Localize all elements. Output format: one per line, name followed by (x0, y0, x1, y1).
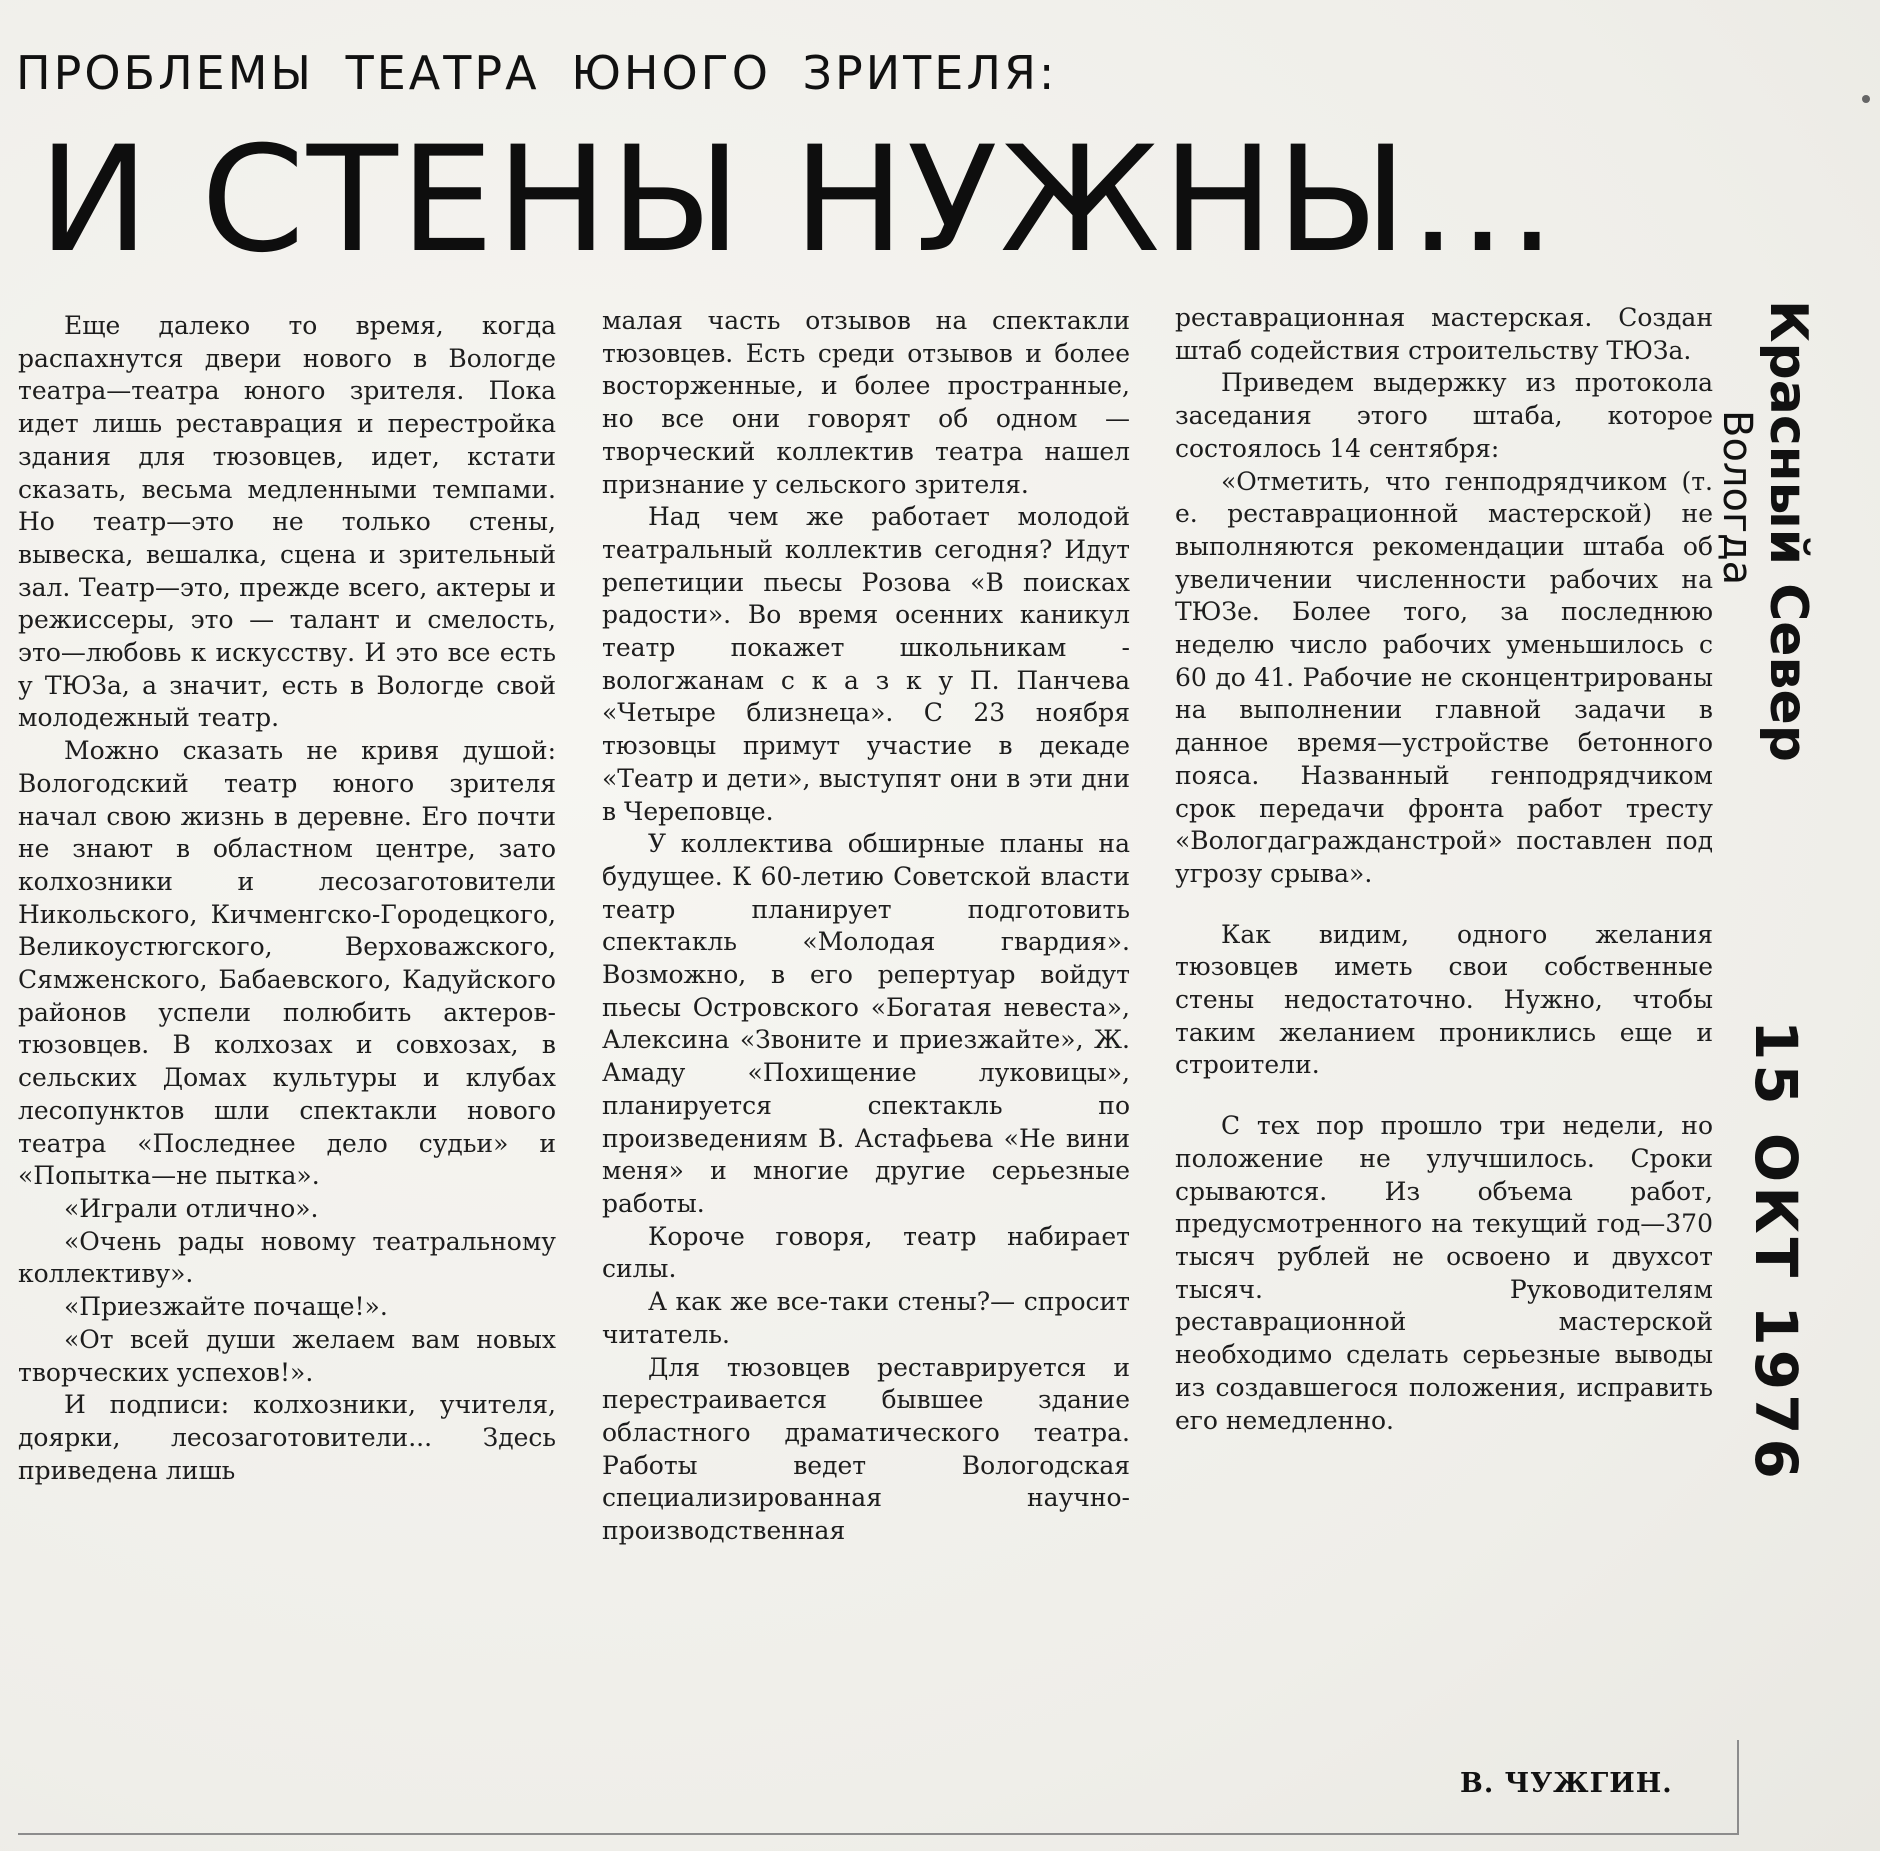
paragraph: И подписи: колхозники, учителя, доярки, лесозаготовители... Здесь приведена лишь (18, 1390, 556, 1485)
article-column-3 (1175, 302, 1713, 1437)
stamp-newspaper-name: Красный Север (1758, 300, 1818, 762)
article-column-2 (602, 305, 1130, 1548)
paragraph: Как видим, одного желания тюзовцев иметь свои собственные стены недостаточно. Нужно, чтобы таким желанием прониклись еще и строители. (1175, 919, 1713, 1080)
paragraph: Можно сказать не кривя душой: Вологодский театр юного зрителя начал свою жизнь в деревне. Его почти не знают в областном центре, зато колхозники и лесозаготовители Никольского, Кичменгско-Городецкого, Великоустюгского, Верховажского, Сямженского, Бабаевского, Кадуйского районов успели полюбить актеров-тюзовцев. В колхозах и совхозах, в сельских Домах культуры и клубах лесопунктов шли спектакли нового театра «Последнее дело судьи» и «Попытка—не пытка». (18, 736, 556, 1191)
paragraph: «Очень рады новому театральному коллективу». (18, 1226, 556, 1289)
paragraph: «Приезжайте почаще!». (64, 1292, 388, 1322)
stamp-city: Вологда (1714, 410, 1760, 586)
stamp-date: 15 ОКТ 1976 (1742, 1020, 1810, 1483)
quoted-protocol: «Отметить, что генподрядчиком (т. е. реставрационной мастерской) не выполняются рекомендации штаба об увеличении численности рабочих на ТЮЗе. Более того, за последнюю неделю число рабочих уменьшилось с 60 до 41. Рабочие не сконцентрированы на выполнении главной задачи в данное время—устройстве бетонного пояса. Названный генподрядчиком срок передачи фронта работ тресту «Вологдагражданстрой» поставлен под угрозу срыва». (1175, 466, 1713, 888)
paragraph: Над чем же работает молодой театральный коллектив сегодня? Идут репетиции пьесы Розова «В поисках радости». Во время осенних каникул театр покажет школьникам - вологжанам с к а з к у П. Панчева «Четыре близнеца». С 23 ноября тюзовцы примут участие в декаде «Театр и дети», выступят они в эти дни в Череповце. (602, 502, 1130, 826)
paragraph: малая часть отзывов на спектакли тюзовцев. Есть среди отзывов и более восторженные, и более пространные, но все они говорят об одном — творческий коллектив театра нашел признание у сельского зрителя. (602, 306, 1130, 499)
headline: И СТЕНЫ НУЖНЫ... (38, 115, 1558, 285)
right-rule (1737, 1740, 1739, 1835)
paragraph: С тех пор прошло три недели, но положение не улучшилось. Сроки срываются. Из объема работ, предусмотренного на текущий год—370 тысяч рублей не освоено и двухсот тысяч. Руководителям реставрационной мастерской необходимо сделать серьезные выводы из создавшегося положения, исправить его немедленно. (1175, 1111, 1713, 1435)
author-signature: В. ЧУЖГИН. (1460, 1768, 1673, 1799)
paragraph: А как же все-таки стены?— спросит читатель. (602, 1287, 1130, 1349)
rubric-header: ПРОБЛЕМЫ ТЕАТРА ЮНОГО ЗРИТЕЛЯ: (16, 46, 1058, 100)
paragraph: Приведем выдержку из протокола заседания этого штаба, которое состоялось 14 сентября: (1175, 368, 1713, 463)
paragraph: Короче говоря, театр набирает силы. (602, 1221, 1130, 1284)
paragraph: Еще далеко то время, когда распахнутся двери нового в Вологде театра—театра юного зрителя. Пока идет лишь реставрация и перестройка здания для тюзовцев, идет, кстати сказать, весьма медленными темпами. Но театр—это не только стены, вывеска, вешалка, сцена и зрительный зал. Театр—это, прежде всего, актеры и режиссеры, это — талант и смелость, это—любовь к искусству. И это все есть у ТЮЗа, а значит, есть в Вологде свой молодежный театр. (18, 311, 556, 733)
paragraph: «От всей души желаем вам новых творческих успехов!». (18, 1324, 556, 1387)
paragraph: Для тюзовцев реставрируется и перестраивается бывшее здание областного драматического театра. Работы ведет Вологодская специализированная научно-производственная (602, 1352, 1130, 1546)
paragraph: «Играли отлично». (64, 1193, 319, 1223)
margin-dot (1862, 95, 1870, 103)
article-column-1 (18, 310, 556, 1487)
paragraph: У коллектива обширные планы на будущее. К 60-летию Советской власти театр планирует подготовить спектакль «Молодая гвардия». Возможно, в его репертуар войдут пьесы Островского «Богатая невеста», Алексина «Звоните и приезжайте», Ж. Амаду «Похищение луковицы», планируется спектакль по произведениям В. Астафьева «Не вини меня» и многие другие серьезные работы. (602, 829, 1130, 1218)
paragraph: реставрационная мастерская. Создан штаб содействия строительству ТЮЗа. (1175, 303, 1713, 365)
bottom-rule (18, 1833, 1738, 1835)
